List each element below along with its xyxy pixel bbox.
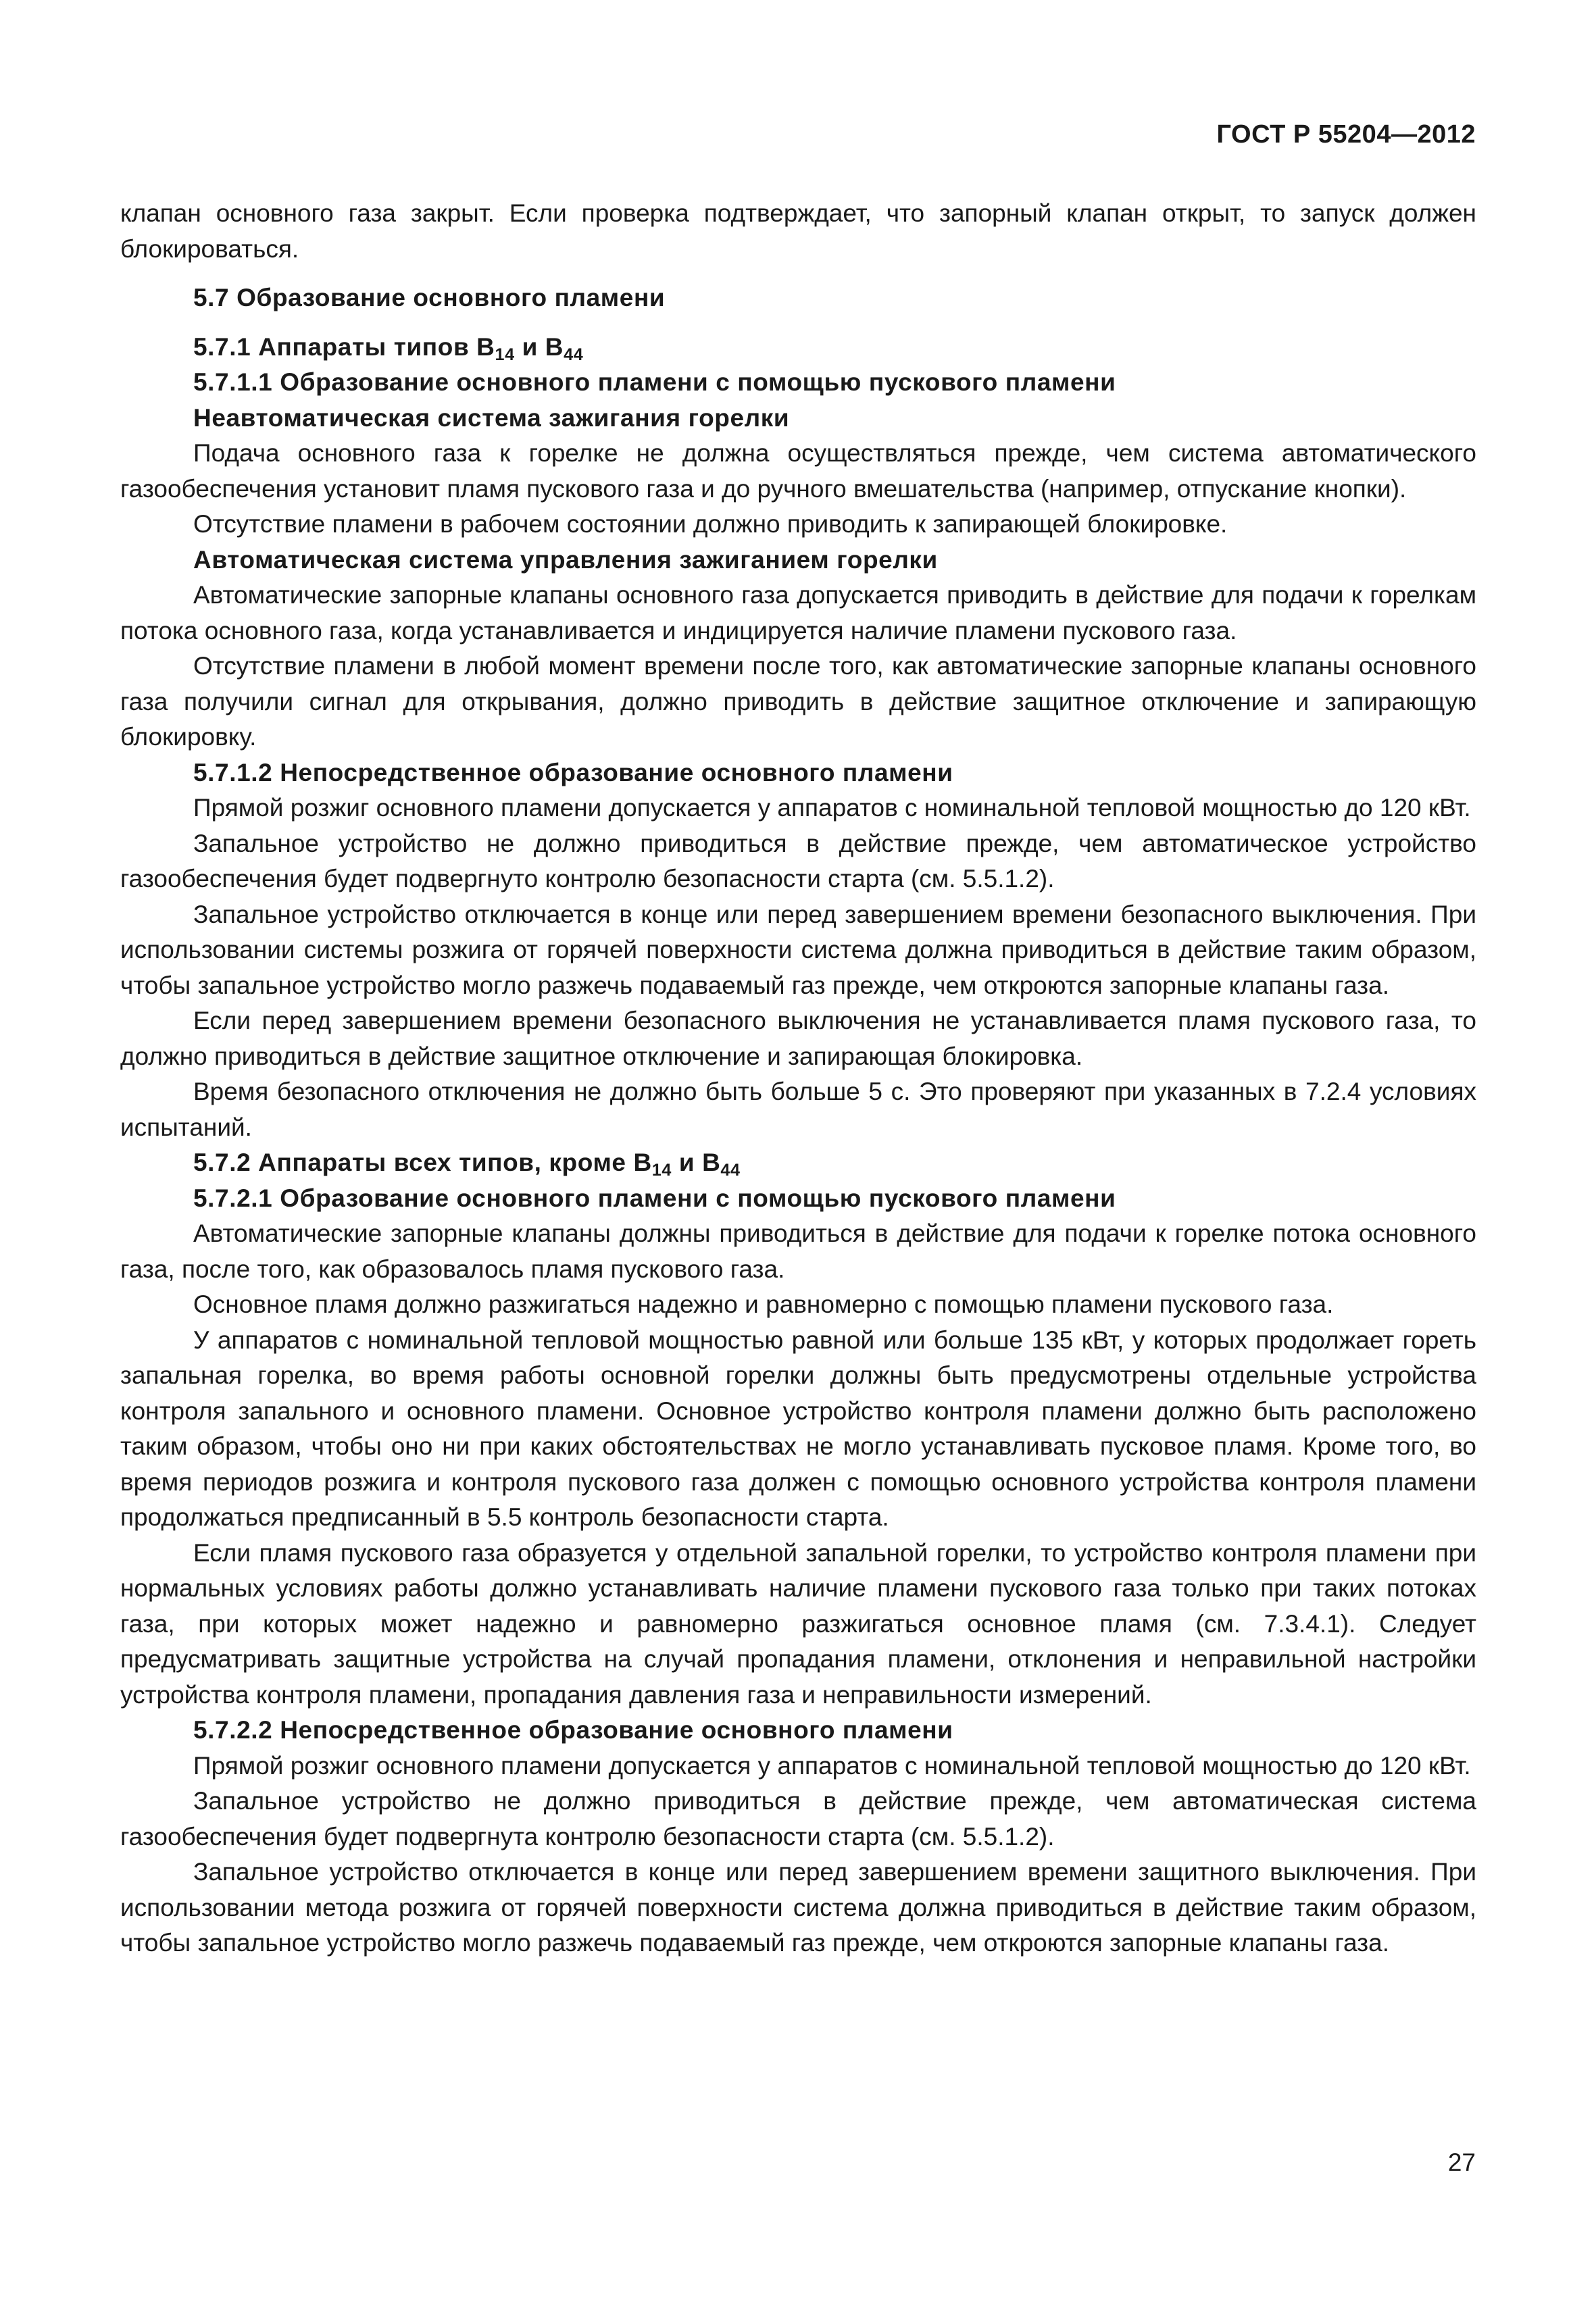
subheading-automatic: Автоматическая система управления зажиганием горелки <box>193 545 938 574</box>
section-heading-5-7-2: 5.7.2 Аппараты всех типов, кроме $В_{14}$ и $В_{44}$ <box>193 1149 741 1180</box>
paragraph: Если перед завершением времени безопасного выключения не устанавливается пламя пускового газа, то должно приводиться в действие защитное отключение и запирающая блокировка. <box>120 1007 1476 1070</box>
paragraph: Отсутствие пламени в любой момент времени после того, как автоматические запорные клапаны основного газа получили сигнал для открывания, должно приводить в действие защитное отключение и запирающую блокировку. <box>120 652 1476 751</box>
paragraph: Запальное устройство отключается в конце или перед завершением времени защитного выключения. При использовании метода розжига от горячей поверхности система должна приводиться в действие таким образом, чтобы запальное устройство могло разжечь подаваемый газ прежде, чем откроются запорные клапаны газа. <box>120 1858 1476 1957</box>
paragraph: Прямой розжиг основного пламени допускается у аппаратов с номинальной тепловой мощностью до 120 кВт. <box>193 1751 1471 1780</box>
paragraph: Основное пламя должно разжигаться надежно и равномерно с помощью пламени пускового газа. <box>193 1290 1334 1318</box>
paragraph: Если пламя пускового газа образуется у отдельной запальной горелки, то устройство контроля пламени при нормальных условиях работы должно устанавливать наличие пламени пускового газа только при таких потоках газа, при которых может надежно и равномерно разжигаться основное пламя (см. 7.3.4.1). Следует предусматривать защитные устройства на случай пропадания пламени, отклонения и неправильной настройки устройства контроля пламени, пропадания давления газа и неправильности измерений. <box>120 1538 1476 1709</box>
paragraph: У аппаратов с номинальной тепловой мощностью равной или больше 135 кВт, у которых продолжает гореть запальная горелка, во время работы основной горелки должны быть предусмотрены отдельные устройства контроля запального и основного пламени. Основное устройство контроля пламени должно быть расположено таким образом, чтобы оно ни при каких обстоятельствах не могло устанавливать пусковое пламя. Кроме того, во время периодов розжига и контроля пускового газа должен с помощью основного устройства контроля пламени продолжаться предписанный в 5.5 контроль безопасности старта. <box>120 1326 1476 1531</box>
paragraph: Подача основного газа к горелке не должна осуществляться прежде, чем система автоматического газообеспечения установит пламя пускового газа и до ручного вмешательства (например, отпускание кнопки). <box>120 439 1476 503</box>
section-heading-5-7-1: 5.7.1 Аппараты типов $В_{14}$ и $В_{44}$ <box>193 332 584 364</box>
paragraph: Отсутствие пламени в рабочем состоянии должно приводить к запирающей блокировке. <box>193 510 1228 538</box>
paragraph: Автоматические запорные клапаны должны приводиться в действие для подачи к горелке потока основного газа, после того, как образовалось пламя пускового газа. <box>120 1219 1476 1283</box>
page-number: 27 <box>1447 2148 1476 2176</box>
section-heading-5-7-2-1: 5.7.2.1 Образование основного пламени с помощью пускового пламени <box>193 1184 1116 1212</box>
section-heading-5-7-1-1: 5.7.1.1 Образование основного пламени с помощью пускового пламени <box>193 368 1116 396</box>
section-heading-5-7-2-2: 5.7.2.2 Непосредственное образование основного пламени <box>193 1716 953 1744</box>
paragraph: Запальное устройство не должно приводиться в действие прежде, чем автоматическое устройство газообеспечения будет подвергнуто контролю безопасности старта (см. 5.5.1.2). <box>120 829 1476 892</box>
document-body <box>120 196 1476 1961</box>
paragraph: Прямой розжиг основного пламени допускается у аппаратов с номинальной тепловой мощностью до 120 кВт. <box>193 794 1471 822</box>
subheading-non-automatic: Неавтоматическая система зажигания горелки <box>193 403 790 432</box>
paragraph: клапан основного газа закрыт. Если проверка подтверждает, что запорный клапан открыт, то запуск должен блокироваться. <box>120 199 1476 263</box>
section-heading-5-7-1-2: 5.7.1.2 Непосредственное образование основного пламени <box>193 758 953 786</box>
paragraph: Время безопасного отключения не должно быть больше 5 с. Это проверяют при указанных в 7.2.4 условиях испытаний. <box>120 1078 1476 1141</box>
paragraph: Автоматические запорные клапаны основного газа допускается приводить в действие для подачи к горелкам потока основного газа, когда устанавливается и индицируется наличие пламени пускового газа. <box>120 581 1476 645</box>
paragraph: Запальное устройство не должно приводиться в действие прежде, чем автоматическая система газообеспечения будет подвергнута контролю безопасности старта (см. 5.5.1.2). <box>120 1787 1476 1851</box>
standard-header: ГОСТ Р 55204—2012 <box>1216 120 1476 149</box>
paragraph: Запальное устройство отключается в конце или перед завершением времени безопасного выключения. При использовании системы розжига от горячей поверхности система должна приводиться в действие таким образом, чтобы запальное устройство могло разжечь подаваемый газ прежде, чем откроются запорные клапаны газа. <box>120 900 1476 999</box>
section-heading-5-7: 5.7 Образование основного пламени <box>193 284 666 311</box>
